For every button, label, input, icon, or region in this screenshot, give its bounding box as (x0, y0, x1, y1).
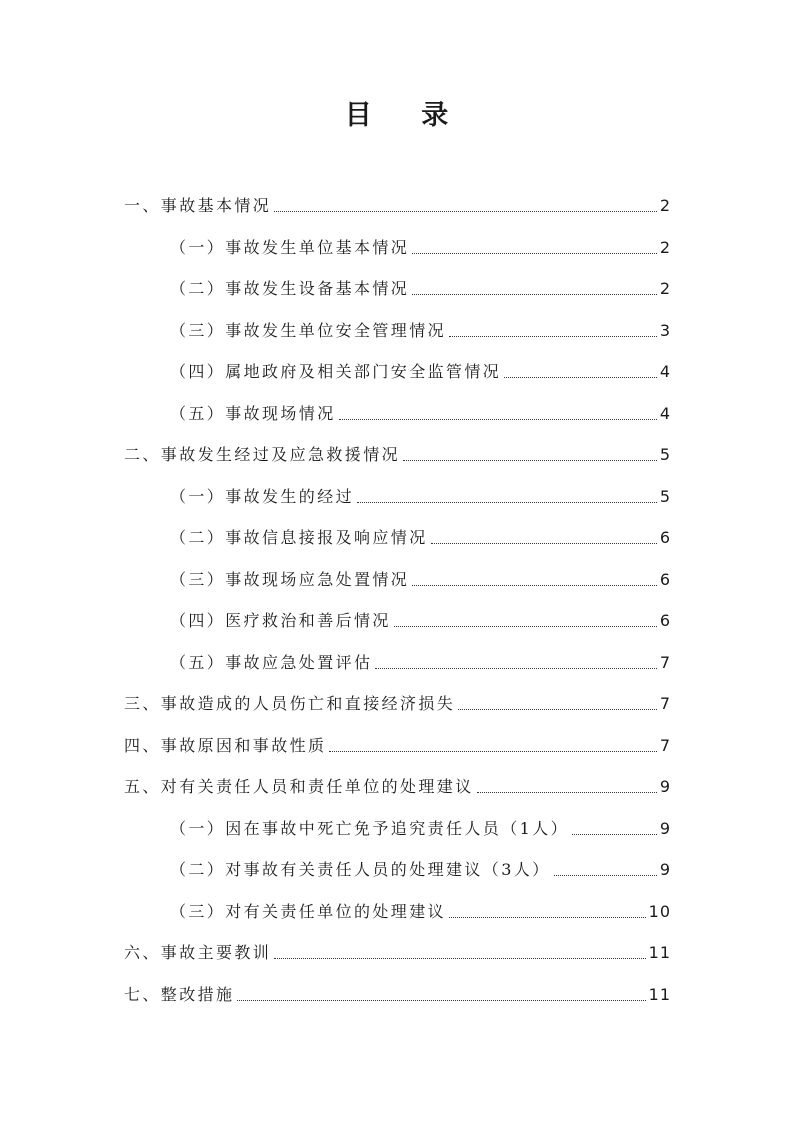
toc-entry[interactable] (0, 933, 793, 973)
toc-entry-line (170, 653, 671, 673)
toc-entry[interactable] (0, 186, 793, 226)
toc-entry[interactable] (0, 726, 793, 766)
toc-entry-label: （五）事故现场情况 (170, 403, 336, 423)
toc-dot-leader (357, 502, 657, 503)
toc-entry[interactable] (0, 892, 793, 932)
toc-dot-leader (339, 419, 657, 420)
toc-entry[interactable] (0, 850, 793, 890)
toc-page-number: 7 (659, 652, 671, 672)
toc-dot-leader (477, 792, 657, 793)
toc-dot-leader (572, 834, 657, 835)
toc-entry[interactable] (0, 684, 793, 724)
toc-page-number: 6 (659, 569, 671, 589)
toc-dot-leader (274, 958, 645, 959)
toc-page-number: 2 (659, 196, 671, 215)
toc-page-number: 3 (659, 320, 671, 340)
toc-page-number: 11 (648, 943, 671, 962)
toc-page-number: 9 (659, 818, 671, 838)
toc-entry-label: （二）对事故有关责任人员的处理建议（3人） (170, 860, 551, 879)
toc-entry-label: （一）因在事故中死亡免予追究责任人员（1人） (170, 818, 569, 838)
toc-dot-leader (412, 585, 657, 586)
toc-dot-leader (412, 294, 657, 295)
toc-entry[interactable] (0, 560, 793, 600)
toc-dot-leader (449, 917, 646, 918)
toc-page-number: 6 (659, 528, 671, 547)
toc-page-number: 6 (659, 611, 671, 630)
toc-entry[interactable] (0, 311, 793, 351)
toc-page-number: 7 (659, 735, 671, 755)
toc-entry-line (124, 736, 671, 756)
toc-page-number: 2 (659, 279, 671, 298)
toc-entry-line (170, 570, 671, 590)
toc-dot-leader (458, 709, 657, 710)
toc-entry-label: 二、事故发生经过及应急救援情况 (124, 445, 401, 464)
toc-dot-leader (431, 543, 657, 544)
toc-entry-line (170, 362, 671, 382)
page-title: 目 录 (344, 100, 469, 131)
toc-dot-leader (375, 668, 656, 669)
toc-entry-label: 三、事故造成的人员伤亡和直接经济损失 (124, 694, 456, 713)
toc-page-number: 9 (659, 860, 671, 879)
toc-page-number: 5 (659, 486, 671, 506)
toc-entry-line (170, 611, 671, 631)
toc-dot-leader (554, 875, 657, 876)
toc-entry[interactable] (0, 477, 793, 517)
toc-page-number: 2 (659, 237, 671, 257)
toc-page-number: 4 (659, 362, 671, 381)
toc-page-number: 4 (659, 403, 671, 423)
toc-entry-label: （一）事故发生单位基本情况 (170, 237, 410, 257)
toc-dot-leader (412, 253, 657, 254)
toc-page-number: 9 (659, 777, 671, 796)
toc-entry-label: （三）对有关责任单位的处理建议 (170, 901, 447, 921)
toc-entry[interactable] (0, 809, 793, 849)
toc-entry-line (170, 528, 671, 548)
toc-entry-label: 四、事故原因和事故性质 (124, 735, 327, 755)
toc-entry-line (124, 694, 671, 714)
toc-entry-line (170, 487, 671, 507)
toc-entry-label: （四）属地政府及相关部门安全监管情况 (170, 362, 502, 381)
toc-entry-label: （二）事故发生设备基本情况 (170, 279, 410, 298)
toc-entry-line (170, 404, 671, 424)
toc-entry[interactable] (0, 269, 793, 309)
toc-entry-line (170, 860, 671, 880)
toc-entry-line (170, 321, 671, 341)
toc-entry-label: （一）事故发生的经过 (170, 486, 355, 506)
toc-entry[interactable] (0, 643, 793, 683)
toc-entry[interactable] (0, 518, 793, 558)
toc-dot-leader (329, 751, 656, 752)
toc-dot-leader (403, 460, 657, 461)
toc-entry-label: 七、整改措施 (124, 984, 235, 1004)
toc-entry-label: 一、事故基本情况 (124, 196, 272, 215)
toc-dot-leader (274, 211, 657, 212)
toc-entry-label: （四）医疗救治和善后情况 (170, 611, 391, 630)
toc-entry-line (170, 279, 671, 299)
toc-page-number: 5 (659, 445, 671, 464)
toc-entry-line (170, 238, 671, 258)
toc-entry-line (170, 819, 671, 839)
toc-dot-leader (449, 336, 657, 337)
toc-entry-line (124, 943, 671, 963)
toc-entry-label: （二）事故信息接报及响应情况 (170, 528, 428, 547)
toc-entry-label: （三）事故现场应急处置情况 (170, 569, 410, 589)
toc-entry[interactable] (0, 228, 793, 268)
toc-page-number: 10 (648, 901, 671, 921)
toc-dot-leader (237, 1000, 645, 1001)
toc-page-number: 7 (659, 694, 671, 713)
toc-entry-line (124, 777, 671, 797)
toc-entry-label: 六、事故主要教训 (124, 943, 272, 962)
toc-entry-label: （五）事故应急处置评估 (170, 652, 373, 672)
toc-entry[interactable] (0, 767, 793, 807)
toc-entry-line (170, 902, 671, 922)
toc-entry[interactable] (0, 352, 793, 392)
toc-entry-line (124, 196, 671, 216)
toc-entry[interactable] (0, 601, 793, 641)
toc-entry-label: 五、对有关责任人员和责任单位的处理建议 (124, 777, 474, 796)
toc-entry-line (124, 445, 671, 465)
toc-entry-line (124, 985, 671, 1005)
toc-entry-label: （三）事故发生单位安全管理情况 (170, 320, 447, 340)
toc-page-number: 11 (648, 984, 671, 1004)
toc-entry[interactable] (0, 394, 793, 434)
toc-dot-leader (504, 377, 657, 378)
toc-entry[interactable] (0, 435, 793, 475)
toc-entry[interactable] (0, 975, 793, 1015)
toc-dot-leader (394, 626, 657, 627)
